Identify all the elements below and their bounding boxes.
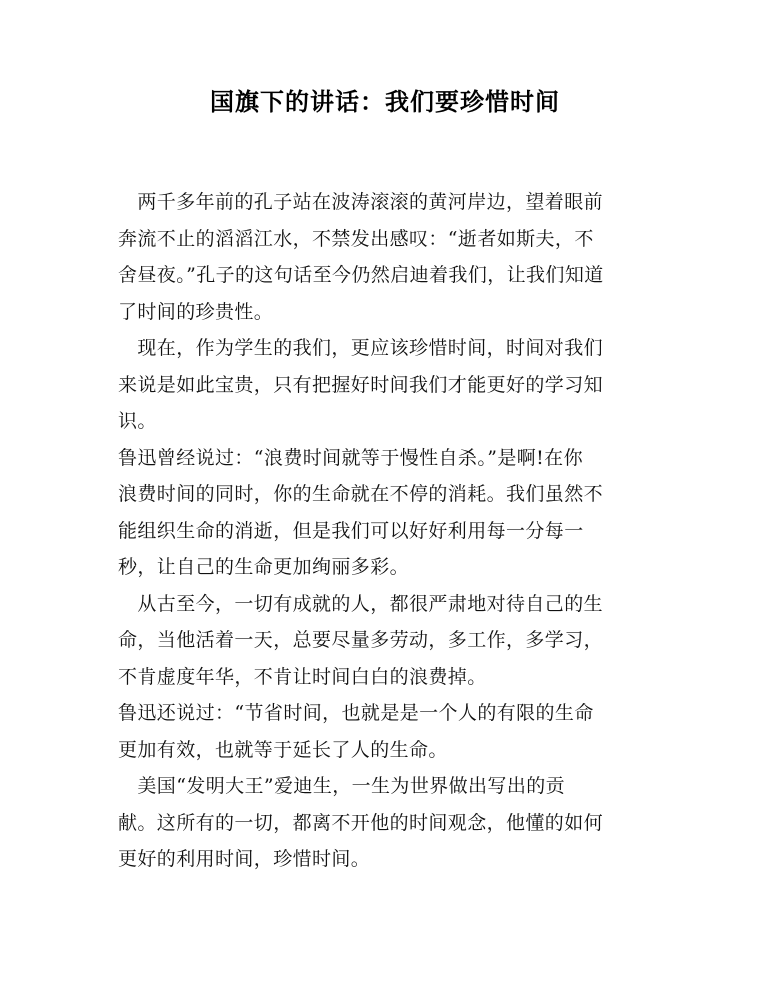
text-line: 浪费时间的同时，你的生命就在不停的消耗。我们虽然不 — [118, 483, 604, 505]
text-line: 能组织生命的消逝，但是我们可以好好利用每一分每一 — [118, 519, 584, 542]
text-line: 从古至今，一切有成就的人，都很严肃地对待自己的生 — [118, 592, 604, 615]
document-body — [118, 184, 640, 878]
text-line: 不肯虚度年华，不肯让时间白白的浪费掉。 — [118, 665, 487, 688]
text-line: 两千多年前的孔子站在波涛滚滚的黄河岸边，望着眼前 — [118, 191, 604, 213]
text-line: 舍昼夜。”孔子的这句话至今仍然启迪着我们，让我们知道 — [118, 264, 604, 286]
text-line: 献。这所有的一切，都离不开他的时间观念，他懂的如何 — [118, 811, 604, 834]
text-line: 更加有效，也就等于延长了人的生命。 — [118, 738, 448, 761]
text-line: 美国“发明大王”爱迪生，一生为世界做出写出的贡 — [118, 775, 566, 797]
text-line: 更好的利用时间，珍惜时间。 — [118, 848, 371, 870]
text-line: 鲁迅还说过：“节省时间，也就是是一个人的有限的生命 — [118, 702, 594, 724]
text-line: 了时间的珍贵性。 — [118, 300, 274, 323]
text-line: 鲁迅曾经说过：“浪费时间就等于慢性自杀。”是啊!在你 — [118, 446, 583, 469]
document-title: 国旗下的讲话：我们要珍惜时间 — [210, 88, 560, 116]
text-line: 奔流不止的滔滔江水，不禁发出感叹：“逝者如斯夫，不 — [118, 227, 594, 250]
text-line: 识。 — [118, 410, 157, 432]
text-line: 命，当他活着一天，总要尽量多劳动，多工作，多学习， — [118, 629, 604, 651]
text-line: 现在，作为学生的我们，更应该珍惜时间，时间对我们 — [118, 337, 604, 359]
text-line: 秒，让自己的生命更加绚丽多彩。 — [118, 556, 410, 578]
text-line: 来说是如此宝贵，只有把握好时间我们才能更好的学习知 — [118, 373, 604, 396]
